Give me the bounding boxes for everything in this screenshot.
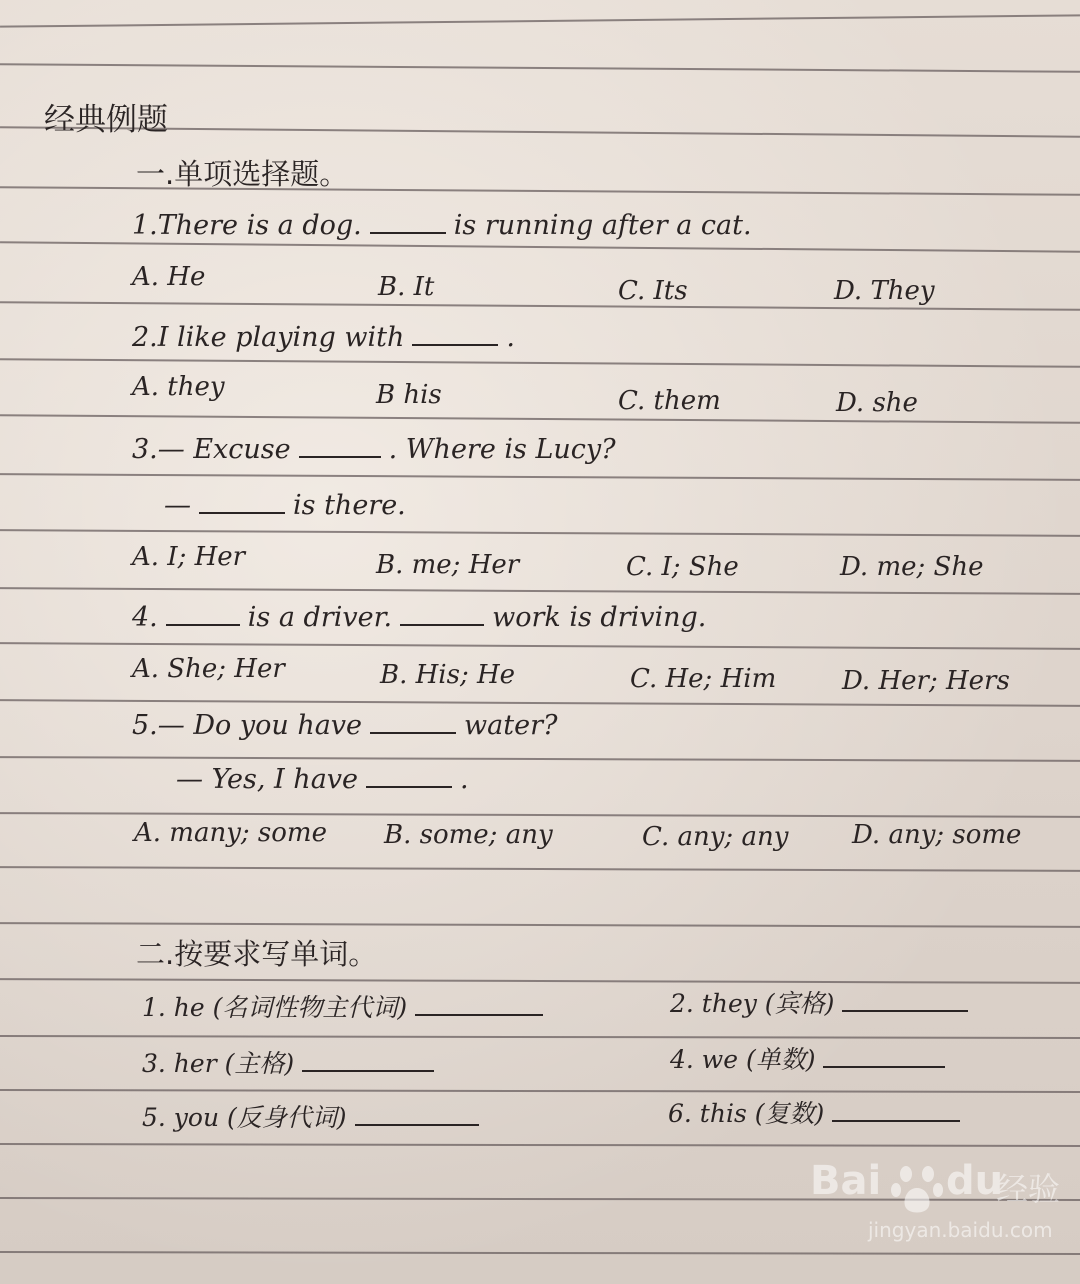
answer-blank[interactable]: [842, 1009, 968, 1012]
option-d: D. any; some: [852, 820, 1022, 850]
item-label: 4. we (单数): [670, 1045, 816, 1074]
ruled-line: [0, 922, 1080, 928]
question-number: 2.: [132, 322, 158, 353]
question-5-line2: [176, 764, 469, 795]
section1-heading: 一.单项选择题。: [136, 157, 349, 191]
question-text: — Yes, I have: [176, 764, 359, 795]
answer-blank[interactable]: [823, 1065, 945, 1068]
option-c: C. I; She: [626, 552, 739, 582]
write-item-1: [142, 988, 551, 1024]
option-b: B his: [376, 380, 442, 410]
question-text: .: [460, 764, 469, 795]
ruled-line: [0, 1143, 1080, 1147]
option-a: A. many; some: [134, 818, 327, 848]
question-text: — Excuse: [157, 434, 291, 465]
option-c: C. any; any: [642, 822, 789, 852]
item-label: 1. he (名词性物主代词): [142, 993, 408, 1022]
answer-blank[interactable]: [366, 785, 452, 788]
question-number: 5.: [132, 710, 158, 741]
item-label: 2. they (宾格): [670, 989, 835, 1018]
write-item-6: [668, 1094, 968, 1130]
question-4: [132, 602, 706, 633]
question-text: . Where is Lucy?: [388, 434, 616, 465]
section2-heading: 二.按要求写单词。: [136, 937, 378, 971]
ruled-line: [0, 63, 1080, 73]
option-b: B. me; Her: [376, 550, 520, 580]
write-item-3: [142, 1044, 442, 1080]
option-b: B. It: [378, 272, 435, 302]
ruled-line: [0, 529, 1080, 537]
question-text: is running after a cat.: [453, 210, 752, 241]
answer-blank[interactable]: [355, 1123, 479, 1126]
option-d: D. me; She: [840, 552, 984, 582]
question-3: [132, 434, 616, 465]
ruled-line: [0, 756, 1080, 762]
question-number: 1.: [132, 210, 158, 241]
option-d: D. They: [834, 276, 935, 306]
option-b: B. His; He: [380, 660, 516, 690]
option-d: D. she: [836, 388, 918, 418]
question-text: is a driver.: [247, 602, 393, 633]
ruled-line: [0, 587, 1080, 595]
answer-blank[interactable]: [370, 731, 456, 734]
write-item-2: [670, 984, 976, 1020]
option-b: B. some; any: [384, 820, 553, 850]
question-text: There is a dog.: [157, 210, 362, 241]
answer-blank[interactable]: [199, 511, 285, 514]
answer-blank[interactable]: [370, 231, 446, 234]
ruled-line: [0, 1035, 1080, 1039]
ruled-line: [0, 241, 1080, 252]
ruled-line: [0, 473, 1080, 481]
answer-blank[interactable]: [302, 1069, 434, 1072]
page-title: 经典例题: [44, 102, 168, 138]
option-c: C. He; Him: [630, 664, 777, 694]
question-text: — Do you have: [157, 710, 363, 741]
answer-blank[interactable]: [400, 623, 484, 626]
question-number: 3.: [132, 434, 158, 465]
write-item-4: [670, 1040, 953, 1076]
item-label: 3. her (主格): [142, 1049, 295, 1078]
watermark-brand-du: du: [946, 1158, 1004, 1204]
watermark-url: jingyan.baidu.com: [868, 1218, 1053, 1242]
ruled-line: [0, 14, 1080, 27]
question-text: .: [506, 322, 515, 353]
option-d: D. Her; Hers: [842, 666, 1010, 696]
option-c: C. them: [618, 386, 721, 416]
write-item-5: [142, 1098, 487, 1134]
ruled-line: [0, 642, 1080, 650]
question-3-line2: — is there.: [164, 490, 406, 521]
item-label: 5. you (反身代词): [142, 1103, 347, 1132]
ruled-line: [0, 1251, 1080, 1255]
answer-blank[interactable]: [412, 343, 498, 346]
option-a: A. they: [132, 372, 225, 402]
answer-blank[interactable]: [832, 1119, 960, 1122]
answer-blank[interactable]: [415, 1013, 543, 1016]
ruled-line: [0, 1089, 1080, 1093]
option-a: A. He: [132, 262, 206, 292]
option-a: A. She; Her: [132, 654, 285, 684]
question-text: I like playing with: [157, 322, 405, 353]
question-5: [132, 710, 557, 741]
ruled-line: [0, 358, 1080, 368]
item-label: 6. this (复数): [668, 1099, 825, 1128]
question-2: [132, 322, 515, 353]
option-a: A. I; Her: [132, 542, 246, 572]
watermark-cn: 经验: [996, 1170, 1061, 1208]
question-1: [132, 210, 752, 241]
watermark-brand: Bai: [810, 1158, 882, 1204]
answer-blank[interactable]: [299, 455, 381, 458]
baidu-watermark: [810, 1156, 1061, 1246]
answer-blank[interactable]: [166, 623, 240, 626]
question-text: water?: [464, 710, 558, 741]
question-number: 4.: [132, 602, 158, 633]
ruled-line: [0, 866, 1080, 872]
option-c: C. Its: [618, 276, 688, 306]
question-text: work is driving.: [492, 602, 707, 633]
paw-icon: [888, 1158, 948, 1218]
ruled-line: [0, 699, 1080, 707]
question-text: is there.: [293, 490, 406, 521]
